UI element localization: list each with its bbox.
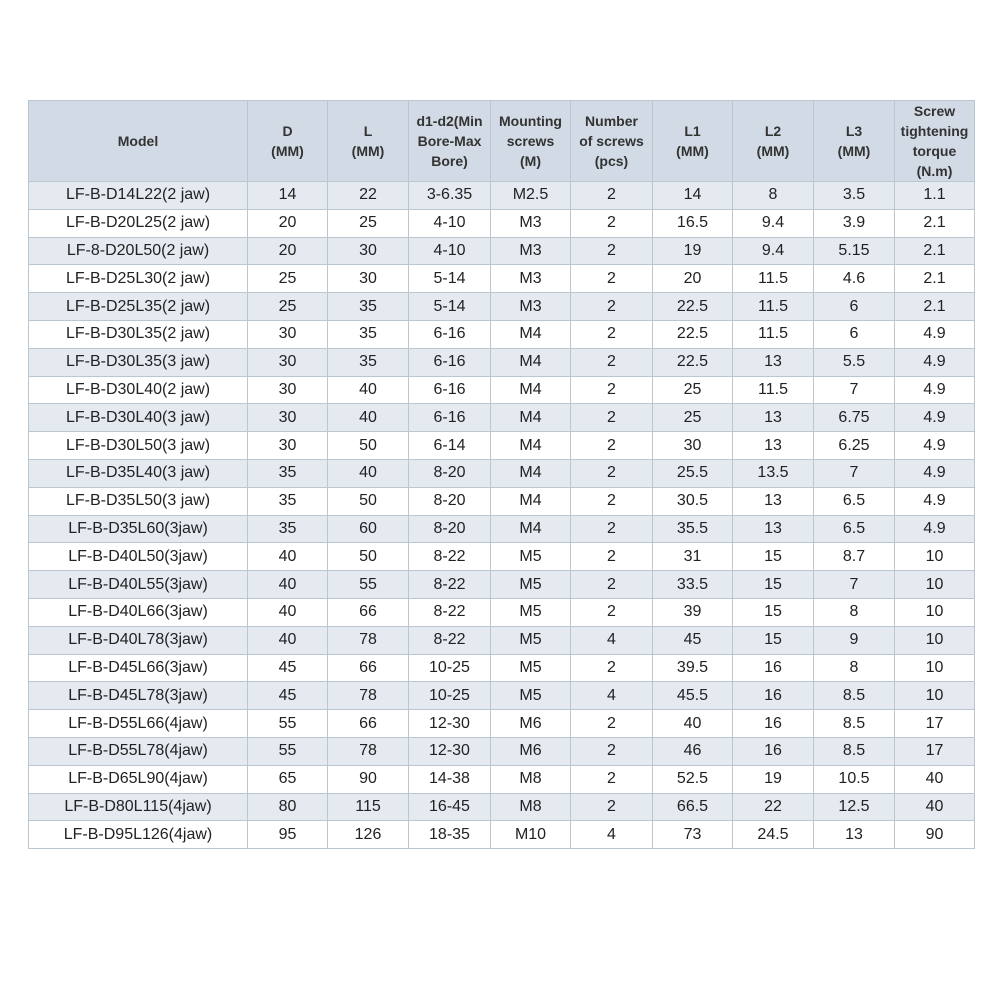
cell-l: 35 <box>328 293 409 321</box>
cell-screw-count: 2 <box>571 237 653 265</box>
cell-l2: 19 <box>733 765 814 793</box>
cell-l2: 13 <box>733 515 814 543</box>
cell-d: 35 <box>248 515 328 543</box>
cell-l: 78 <box>328 626 409 654</box>
cell-d: 35 <box>248 459 328 487</box>
cell-mounting-screws: M3 <box>491 237 571 265</box>
cell-l2: 24.5 <box>733 821 814 849</box>
cell-l2: 13 <box>733 348 814 376</box>
cell-screw-count: 4 <box>571 682 653 710</box>
cell-bore-range: 6-16 <box>409 376 491 404</box>
cell-bore-range: 10-25 <box>409 654 491 682</box>
table-row <box>29 737 975 765</box>
cell-bore-range: 8-22 <box>409 571 491 599</box>
cell-l3: 5.15 <box>814 237 895 265</box>
cell-torque: 10 <box>895 682 975 710</box>
cell-mounting-screws: M3 <box>491 265 571 293</box>
cell-model: LF-B-D30L35(3 jaw) <box>29 348 248 376</box>
cell-screw-count: 2 <box>571 737 653 765</box>
cell-l: 35 <box>328 320 409 348</box>
cell-torque: 4.9 <box>895 348 975 376</box>
cell-mounting-screws: M5 <box>491 682 571 710</box>
cell-model: LF-B-D14L22(2 jaw) <box>29 182 248 210</box>
cell-screw-count: 2 <box>571 265 653 293</box>
cell-torque: 2.1 <box>895 237 975 265</box>
cell-l2: 13.5 <box>733 459 814 487</box>
cell-l2: 9.4 <box>733 209 814 237</box>
cell-d: 25 <box>248 265 328 293</box>
cell-bore-range: 12-30 <box>409 710 491 738</box>
cell-l3: 8.7 <box>814 543 895 571</box>
cell-d: 14 <box>248 182 328 210</box>
cell-l3: 13 <box>814 821 895 849</box>
cell-model: LF-B-D20L25(2 jaw) <box>29 209 248 237</box>
cell-screw-count: 2 <box>571 320 653 348</box>
cell-l: 40 <box>328 404 409 432</box>
cell-l3: 8 <box>814 654 895 682</box>
cell-l1: 39 <box>653 598 733 626</box>
cell-l3: 7 <box>814 571 895 599</box>
cell-model: LF-8-D20L50(2 jaw) <box>29 237 248 265</box>
column-header-model: Model <box>29 101 248 182</box>
cell-l: 90 <box>328 765 409 793</box>
cell-mounting-screws: M8 <box>491 765 571 793</box>
cell-l3: 3.9 <box>814 209 895 237</box>
cell-mounting-screws: M4 <box>491 459 571 487</box>
cell-l1: 25.5 <box>653 459 733 487</box>
cell-l: 78 <box>328 682 409 710</box>
cell-model: LF-B-D35L50(3 jaw) <box>29 487 248 515</box>
column-header-l3: L3 (MM) <box>814 101 895 182</box>
cell-l1: 20 <box>653 265 733 293</box>
cell-mounting-screws: M4 <box>491 376 571 404</box>
column-header-l: L (MM) <box>328 101 409 182</box>
cell-l1: 22.5 <box>653 320 733 348</box>
cell-screw-count: 2 <box>571 765 653 793</box>
cell-bore-range: 6-16 <box>409 320 491 348</box>
table-row <box>29 571 975 599</box>
cell-l: 35 <box>328 348 409 376</box>
cell-torque: 10 <box>895 654 975 682</box>
column-header-l1: L1 (MM) <box>653 101 733 182</box>
table-row <box>29 209 975 237</box>
cell-l: 25 <box>328 209 409 237</box>
cell-bore-range: 4-10 <box>409 209 491 237</box>
cell-l2: 22 <box>733 793 814 821</box>
cell-screw-count: 2 <box>571 348 653 376</box>
cell-torque: 10 <box>895 571 975 599</box>
cell-l1: 40 <box>653 710 733 738</box>
cell-torque: 4.9 <box>895 459 975 487</box>
cell-l1: 35.5 <box>653 515 733 543</box>
cell-l1: 66.5 <box>653 793 733 821</box>
cell-l3: 6 <box>814 320 895 348</box>
table-row <box>29 710 975 738</box>
cell-l1: 52.5 <box>653 765 733 793</box>
cell-l: 50 <box>328 543 409 571</box>
cell-torque: 4.9 <box>895 320 975 348</box>
cell-d: 30 <box>248 348 328 376</box>
cell-torque: 4.9 <box>895 404 975 432</box>
column-header-d: D (MM) <box>248 101 328 182</box>
cell-screw-count: 2 <box>571 710 653 738</box>
cell-l2: 11.5 <box>733 293 814 321</box>
cell-l3: 6 <box>814 293 895 321</box>
cell-model: LF-B-D35L60(3jaw) <box>29 515 248 543</box>
cell-torque: 10 <box>895 543 975 571</box>
cell-l1: 45 <box>653 626 733 654</box>
cell-bore-range: 8-22 <box>409 543 491 571</box>
cell-l: 40 <box>328 459 409 487</box>
cell-bore-range: 12-30 <box>409 737 491 765</box>
table-row <box>29 765 975 793</box>
cell-l1: 31 <box>653 543 733 571</box>
cell-l3: 10.5 <box>814 765 895 793</box>
cell-screw-count: 2 <box>571 793 653 821</box>
cell-mounting-screws: M4 <box>491 348 571 376</box>
cell-d: 35 <box>248 487 328 515</box>
table-row <box>29 459 975 487</box>
cell-screw-count: 2 <box>571 432 653 460</box>
cell-l2: 11.5 <box>733 376 814 404</box>
cell-d: 40 <box>248 626 328 654</box>
cell-l1: 22.5 <box>653 348 733 376</box>
table-row <box>29 404 975 432</box>
cell-bore-range: 8-22 <box>409 598 491 626</box>
cell-l: 30 <box>328 237 409 265</box>
cell-torque: 4.9 <box>895 487 975 515</box>
cell-l2: 13 <box>733 487 814 515</box>
cell-l2: 15 <box>733 626 814 654</box>
cell-l3: 4.6 <box>814 265 895 293</box>
cell-l: 66 <box>328 654 409 682</box>
cell-l3: 7 <box>814 376 895 404</box>
cell-l1: 25 <box>653 376 733 404</box>
cell-l1: 33.5 <box>653 571 733 599</box>
cell-screw-count: 2 <box>571 543 653 571</box>
cell-mounting-screws: M4 <box>491 515 571 543</box>
cell-l2: 13 <box>733 404 814 432</box>
cell-l3: 8.5 <box>814 682 895 710</box>
cell-model: LF-B-D30L40(3 jaw) <box>29 404 248 432</box>
cell-model: LF-B-D35L40(3 jaw) <box>29 459 248 487</box>
cell-l3: 6.5 <box>814 515 895 543</box>
cell-d: 20 <box>248 209 328 237</box>
cell-l: 66 <box>328 710 409 738</box>
cell-l3: 6.75 <box>814 404 895 432</box>
cell-mounting-screws: M3 <box>491 293 571 321</box>
cell-screw-count: 2 <box>571 654 653 682</box>
table-row <box>29 265 975 293</box>
cell-l: 126 <box>328 821 409 849</box>
cell-model: LF-B-D40L55(3jaw) <box>29 571 248 599</box>
column-header-mounting-screws: Mounting screws (M) <box>491 101 571 182</box>
cell-d: 30 <box>248 376 328 404</box>
cell-l2: 9.4 <box>733 237 814 265</box>
cell-torque: 90 <box>895 821 975 849</box>
cell-model: LF-B-D25L30(2 jaw) <box>29 265 248 293</box>
column-header-torque: Screw tightening torque (N.m) <box>895 101 975 182</box>
cell-torque: 4.9 <box>895 376 975 404</box>
cell-l3: 8 <box>814 598 895 626</box>
cell-mounting-screws: M6 <box>491 710 571 738</box>
table-row <box>29 432 975 460</box>
cell-torque: 40 <box>895 765 975 793</box>
cell-bore-range: 4-10 <box>409 237 491 265</box>
table-row <box>29 543 975 571</box>
cell-screw-count: 4 <box>571 626 653 654</box>
cell-bore-range: 3-6.35 <box>409 182 491 210</box>
cell-l2: 16 <box>733 710 814 738</box>
cell-model: LF-B-D40L50(3jaw) <box>29 543 248 571</box>
cell-model: LF-B-D40L78(3jaw) <box>29 626 248 654</box>
table-row <box>29 598 975 626</box>
cell-mounting-screws: M5 <box>491 654 571 682</box>
cell-l2: 15 <box>733 543 814 571</box>
table-row <box>29 626 975 654</box>
cell-screw-count: 2 <box>571 293 653 321</box>
cell-l: 115 <box>328 793 409 821</box>
cell-torque: 40 <box>895 793 975 821</box>
cell-l1: 39.5 <box>653 654 733 682</box>
cell-torque: 1.1 <box>895 182 975 210</box>
cell-l3: 3.5 <box>814 182 895 210</box>
cell-model: LF-B-D25L35(2 jaw) <box>29 293 248 321</box>
cell-torque: 10 <box>895 626 975 654</box>
cell-l3: 8.5 <box>814 737 895 765</box>
table-row <box>29 348 975 376</box>
cell-model: LF-B-D55L78(4jaw) <box>29 737 248 765</box>
cell-bore-range: 6-16 <box>409 348 491 376</box>
cell-l: 78 <box>328 737 409 765</box>
cell-l1: 30 <box>653 432 733 460</box>
cell-l3: 9 <box>814 626 895 654</box>
table-row <box>29 182 975 210</box>
cell-bore-range: 6-16 <box>409 404 491 432</box>
cell-torque: 4.9 <box>895 515 975 543</box>
cell-bore-range: 16-45 <box>409 793 491 821</box>
cell-torque: 2.1 <box>895 293 975 321</box>
cell-l: 22 <box>328 182 409 210</box>
cell-bore-range: 6-14 <box>409 432 491 460</box>
cell-d: 25 <box>248 293 328 321</box>
column-header-screw-count: Number of screws (pcs) <box>571 101 653 182</box>
cell-mounting-screws: M4 <box>491 487 571 515</box>
cell-l1: 30.5 <box>653 487 733 515</box>
cell-model: LF-B-D55L66(4jaw) <box>29 710 248 738</box>
cell-model: LF-B-D45L66(3jaw) <box>29 654 248 682</box>
cell-mounting-screws: M6 <box>491 737 571 765</box>
cell-bore-range: 10-25 <box>409 682 491 710</box>
cell-mounting-screws: M4 <box>491 432 571 460</box>
cell-mounting-screws: M2.5 <box>491 182 571 210</box>
cell-l: 60 <box>328 515 409 543</box>
table-row <box>29 793 975 821</box>
cell-l: 40 <box>328 376 409 404</box>
column-header-bore-range: d1-d2(Min Bore-Max Bore) <box>409 101 491 182</box>
cell-screw-count: 2 <box>571 515 653 543</box>
cell-d: 40 <box>248 598 328 626</box>
cell-mounting-screws: M4 <box>491 404 571 432</box>
cell-torque: 10 <box>895 598 975 626</box>
table-row <box>29 654 975 682</box>
cell-model: LF-B-D45L78(3jaw) <box>29 682 248 710</box>
cell-bore-range: 8-20 <box>409 459 491 487</box>
cell-l: 50 <box>328 487 409 515</box>
table-row <box>29 515 975 543</box>
cell-bore-range: 5-14 <box>409 265 491 293</box>
cell-d: 30 <box>248 320 328 348</box>
cell-l3: 12.5 <box>814 793 895 821</box>
cell-l2: 11.5 <box>733 320 814 348</box>
cell-mounting-screws: M5 <box>491 543 571 571</box>
table-body <box>29 182 975 849</box>
cell-l2: 13 <box>733 432 814 460</box>
cell-screw-count: 4 <box>571 821 653 849</box>
cell-l2: 16 <box>733 654 814 682</box>
cell-l: 30 <box>328 265 409 293</box>
cell-l: 66 <box>328 598 409 626</box>
cell-bore-range: 8-20 <box>409 487 491 515</box>
column-header-l2: L2 (MM) <box>733 101 814 182</box>
cell-d: 55 <box>248 737 328 765</box>
cell-l3: 5.5 <box>814 348 895 376</box>
cell-l1: 25 <box>653 404 733 432</box>
cell-bore-range: 8-22 <box>409 626 491 654</box>
cell-l1: 73 <box>653 821 733 849</box>
cell-l3: 6.5 <box>814 487 895 515</box>
cell-mounting-screws: M5 <box>491 626 571 654</box>
cell-model: LF-B-D80L115(4jaw) <box>29 793 248 821</box>
cell-model: LF-B-D40L66(3jaw) <box>29 598 248 626</box>
cell-l1: 45.5 <box>653 682 733 710</box>
cell-l2: 15 <box>733 571 814 599</box>
cell-model: LF-B-D30L50(3 jaw) <box>29 432 248 460</box>
cell-mounting-screws: M8 <box>491 793 571 821</box>
cell-mounting-screws: M3 <box>491 209 571 237</box>
cell-l2: 8 <box>733 182 814 210</box>
cell-d: 30 <box>248 432 328 460</box>
cell-l1: 46 <box>653 737 733 765</box>
cell-l2: 11.5 <box>733 265 814 293</box>
cell-screw-count: 2 <box>571 404 653 432</box>
cell-l3: 8.5 <box>814 710 895 738</box>
cell-mounting-screws: M10 <box>491 821 571 849</box>
cell-mounting-screws: M4 <box>491 320 571 348</box>
table-row <box>29 376 975 404</box>
cell-bore-range: 14-38 <box>409 765 491 793</box>
cell-d: 40 <box>248 571 328 599</box>
cell-bore-range: 5-14 <box>409 293 491 321</box>
cell-model: LF-B-D65L90(4jaw) <box>29 765 248 793</box>
cell-l3: 7 <box>814 459 895 487</box>
cell-l1: 19 <box>653 237 733 265</box>
cell-l2: 16 <box>733 737 814 765</box>
cell-screw-count: 2 <box>571 598 653 626</box>
cell-mounting-screws: M5 <box>491 598 571 626</box>
cell-l: 50 <box>328 432 409 460</box>
table-row <box>29 821 975 849</box>
cell-torque: 2.1 <box>895 209 975 237</box>
cell-l1: 14 <box>653 182 733 210</box>
cell-l3: 6.25 <box>814 432 895 460</box>
cell-bore-range: 8-20 <box>409 515 491 543</box>
cell-d: 45 <box>248 654 328 682</box>
cell-l1: 16.5 <box>653 209 733 237</box>
spec-table <box>28 100 975 849</box>
table-row <box>29 682 975 710</box>
cell-screw-count: 2 <box>571 182 653 210</box>
cell-torque: 4.9 <box>895 432 975 460</box>
table-row <box>29 320 975 348</box>
cell-screw-count: 2 <box>571 209 653 237</box>
cell-d: 45 <box>248 682 328 710</box>
cell-screw-count: 2 <box>571 487 653 515</box>
cell-d: 95 <box>248 821 328 849</box>
cell-torque: 2.1 <box>895 265 975 293</box>
cell-screw-count: 2 <box>571 459 653 487</box>
cell-l1: 22.5 <box>653 293 733 321</box>
cell-l: 55 <box>328 571 409 599</box>
cell-d: 80 <box>248 793 328 821</box>
cell-screw-count: 2 <box>571 571 653 599</box>
cell-screw-count: 2 <box>571 376 653 404</box>
cell-model: LF-B-D30L40(2 jaw) <box>29 376 248 404</box>
cell-d: 20 <box>248 237 328 265</box>
cell-model: LF-B-D95L126(4jaw) <box>29 821 248 849</box>
cell-torque: 17 <box>895 710 975 738</box>
cell-d: 65 <box>248 765 328 793</box>
cell-d: 55 <box>248 710 328 738</box>
cell-l2: 15 <box>733 598 814 626</box>
cell-torque: 17 <box>895 737 975 765</box>
header-row <box>29 101 975 182</box>
cell-d: 30 <box>248 404 328 432</box>
table-row <box>29 487 975 515</box>
table-row <box>29 237 975 265</box>
cell-l2: 16 <box>733 682 814 710</box>
cell-d: 40 <box>248 543 328 571</box>
cell-bore-range: 18-35 <box>409 821 491 849</box>
cell-mounting-screws: M5 <box>491 571 571 599</box>
cell-model: LF-B-D30L35(2 jaw) <box>29 320 248 348</box>
table-row <box>29 293 975 321</box>
